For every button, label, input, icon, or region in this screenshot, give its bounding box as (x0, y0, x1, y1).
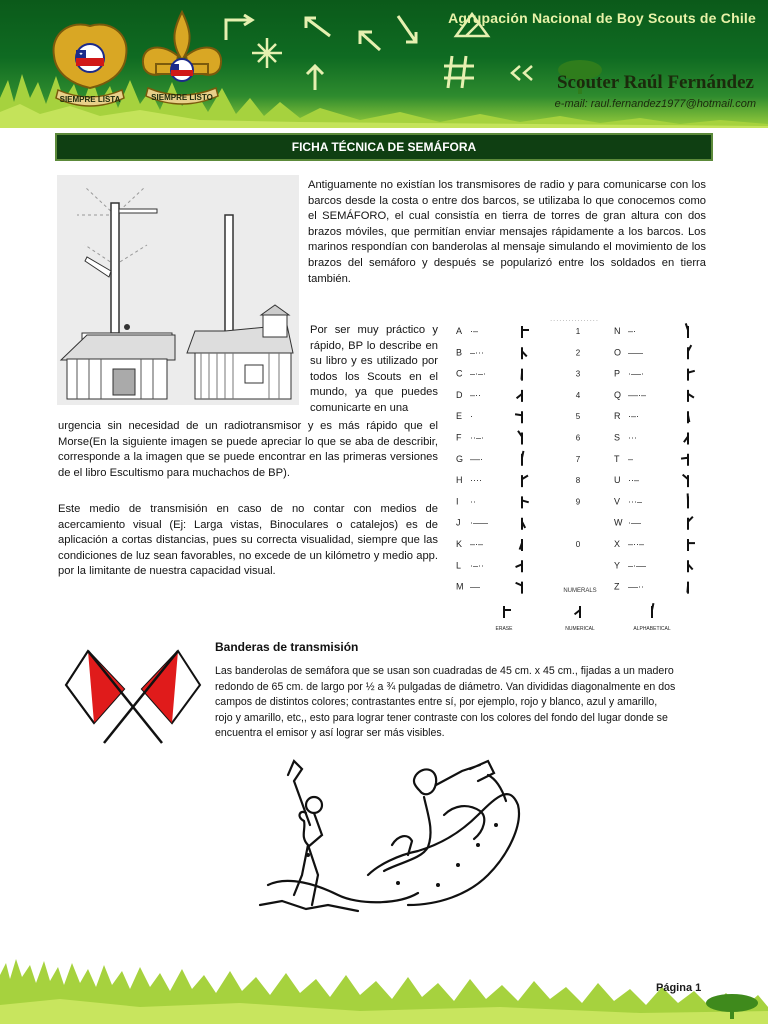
morse-code-d: –·· (470, 389, 481, 400)
scouts-signaling-illustration (248, 755, 528, 915)
semaphore-letter-w: W (614, 517, 623, 528)
semaphore-letter-p: P (614, 368, 621, 379)
morse-code-a: ·– (470, 326, 479, 336)
morse-code-k: –·– (470, 539, 484, 549)
chart-header-dots: · · · · · · · · · · · · · · · · (550, 318, 598, 324)
numeral-6: 6 (575, 433, 581, 443)
semaphore-letter-i: I (456, 496, 459, 507)
page-title: FICHA TÉCNICA DE SEMÁFORA (291, 140, 477, 154)
footer-signal-erase (504, 606, 511, 618)
morse-code-b: –··· (470, 347, 484, 358)
numeral-3: 3 (575, 369, 581, 379)
organization-title: Agrupación Nacional de Boy Scouts de Chile (448, 10, 756, 26)
semaphore-signal-d (517, 390, 522, 402)
motto-girls: SIEMPRE LISTA (59, 95, 121, 104)
semaphore-signal-l (516, 560, 522, 572)
footer-signal-alphabetical (652, 603, 653, 618)
numeral-5: 5 (575, 412, 581, 422)
footer-grass-decoration (0, 955, 768, 1024)
flags-description (215, 664, 715, 742)
semaphore-letter-d: D (456, 389, 463, 400)
author-email: e-mail: raul.fernandez1977@hotmail.com (554, 98, 756, 110)
morse-code-r: ·–· (628, 411, 639, 422)
morse-code-o: ––– (628, 347, 644, 358)
semaphore-signal-x (688, 539, 695, 551)
morse-code-u: ··– (628, 475, 639, 486)
semaphore-letter-q: Q (614, 389, 622, 400)
morse-code-e: · (470, 411, 473, 422)
numeral-0: 0 (575, 540, 581, 549)
intro-paragraph: Antiguamente no existían los transmisores de radio y para comunicarse con los barcos desde la costa o entre dos barcos, se utilizaba lo que conocemos como el SEMÁFORO, el cual consistía en tierra de torres de gran altura con dos brazos móviles, que permitían enviar mensajes rápidamente a los barcos. Los marinos respondían con banderolas al mensaje simulando el movimiento de los brazos del semáforo y después se popularizó entre los soldados en tierra también. (308, 179, 706, 285)
morse-code-y: –·–– (628, 560, 647, 571)
fleur-sign-icon (250, 36, 284, 70)
semaphore-signal-y (688, 560, 693, 572)
morse-code-x: –··– (628, 539, 645, 549)
semaphore-signal-f (518, 431, 522, 445)
morse-code-s: ··· (628, 432, 637, 443)
arrow-up-icon (300, 62, 330, 92)
arrow-diagonal-icon (354, 26, 384, 54)
page-number: Página 1 (656, 982, 702, 994)
double-chevron-left-icon (508, 64, 536, 82)
semaphore-letter-y: Y (614, 560, 621, 571)
semaphore-letter-u: U (614, 475, 621, 486)
semaphore-letter-n: N (614, 326, 621, 336)
semaphore-signal-s (684, 433, 688, 445)
semaphore-signal-b (522, 347, 527, 359)
semaphore-letter-c: C (456, 368, 463, 379)
semaphore-alphabet-chart (452, 318, 707, 636)
arrow-left-icon (300, 12, 334, 40)
semaphore-letter-f: F (456, 432, 462, 443)
footer-label-erase: ERASE (495, 626, 513, 632)
morse-code-q: ––·– (628, 389, 647, 400)
page-title-bar (55, 133, 713, 161)
semaphore-tower-illustration (57, 175, 299, 405)
morse-code-p: ·––· (628, 368, 645, 379)
semaphore-signal-r (688, 411, 689, 423)
semaphore-signal-z (687, 582, 688, 594)
semaphore-signal-m (516, 582, 522, 594)
morse-code-t: – (628, 453, 634, 464)
morse-code-j: ·––– (470, 517, 489, 528)
semaphore-signal-u (683, 475, 688, 487)
semaphore-signal-a (522, 326, 529, 338)
semaphore-signal-j (522, 518, 525, 530)
semaphore-letter-b: B (456, 347, 463, 358)
motto-boys: SIEMPRE LISTO (151, 93, 213, 102)
scout-logo-boys (134, 8, 230, 128)
semaphore-letter-v: V (614, 496, 621, 507)
semaphore-signal-p (688, 369, 695, 381)
semaphore-signal-i (522, 496, 529, 508)
numeral-4: 4 (575, 390, 581, 400)
morse-code-n: –· (628, 326, 637, 336)
footer-label-numerical: NUMERICAL (565, 626, 595, 632)
numeral-8: 8 (575, 476, 581, 486)
semaphore-signal-o (688, 345, 691, 359)
bp-paragraph-end: urgencia sin necesidad de un radiotransmisor y es más rápido que el Morse(En la siguiente imagen se puede apreciar lo que se aba de describir, corresponde a la imagen que se puede encontrar en las primeras versiones de el libro Escultismo para muchachos de BP). (58, 420, 438, 479)
morse-code-f: ··–· (470, 432, 484, 443)
morse-code-w: ·–– (628, 517, 642, 528)
semaphore-signal-n (686, 323, 688, 338)
semaphore-signal-q (688, 390, 694, 402)
semaphore-signal-w (688, 517, 693, 530)
numeral-2: 2 (575, 348, 581, 358)
range-paragraph: Este medio de transmisión en caso de no contar con medios de acercamiento visual (Ej: Larga vistas, Binoculares o catalejos) es de aplicación a cortas distancias, pues su correcta visualidad, siempre que las condiciones de luz sean favorables, no excede de un kilómetro y medio app. por la limitante de nuestra capacidad visual. (58, 503, 438, 578)
hash-sign-icon (442, 52, 478, 92)
semaphore-flags-illustration (64, 645, 204, 745)
morse-code-z: ––·· (628, 581, 645, 592)
page-header (0, 0, 768, 128)
flags-section-title: Banderas de transmisión (215, 640, 359, 654)
numerals-label: NUMERALS (563, 588, 597, 594)
bp-paragraph-start: Por ser muy práctico y rápido, BP lo describe en su libro y es utilizado por todos los Scouts en el mundo, ya que puedes comunicarte en una (310, 324, 438, 414)
semaphore-letter-m: M (456, 581, 464, 592)
semaphore-letter-k: K (456, 539, 463, 549)
semaphore-letter-o: O (614, 347, 622, 358)
morse-code-v: ···– (628, 496, 642, 507)
morse-code-i: ·· (470, 496, 476, 507)
flags-description-line1: Las banderolas de semáfora que se usan son cuadradas de 45 cm. x 45 cm., fijadas a un madero redondo de 65 cm. de largo por ½ a ¾ pulgadas de diámetro. Van divididas diagonalmente en dos campos de distintos colores; contrastantes entre sí, por ejemplo, rojo y blanco, azul y amarillo, (215, 665, 676, 708)
morse-code-c: –·–· (470, 368, 487, 379)
semaphore-letter-j: J (456, 517, 461, 528)
numeral-9: 9 (575, 497, 581, 507)
semaphore-letter-z: Z (614, 581, 620, 592)
morse-code-m: –– (470, 581, 481, 592)
semaphore-signal-h (522, 475, 528, 487)
semaphore-letter-e: E (456, 411, 463, 422)
footer-signal-numerical (575, 606, 580, 618)
semaphore-letter-a: A (456, 326, 463, 336)
numeral-7: 7 (575, 454, 581, 464)
numeral-1: 1 (575, 327, 581, 336)
semaphore-letter-t: T (614, 453, 620, 464)
semaphore-signal-k (520, 539, 522, 551)
semaphore-signal-e (515, 411, 522, 423)
flags-description-line2: rojo y amarillo, etc,, esto para lograr tener contraste con los colores del fondo del lugar donde se encuentra el emisor y así lograr ser más visibles. (215, 711, 668, 739)
semaphore-letter-x: X (614, 539, 621, 549)
morse-code-l: ·–·· (470, 560, 484, 571)
semaphore-letter-h: H (456, 475, 463, 486)
semaphore-signal-g (522, 451, 523, 466)
arrow-down-icon (392, 12, 422, 46)
footer-label-alphabetical: ALPHABETICAL (633, 626, 671, 632)
morse-code-g: ––· (470, 453, 484, 464)
scout-logo-girls (42, 18, 138, 118)
semaphore-letter-r: R (614, 411, 621, 422)
semaphore-signal-t (681, 454, 688, 466)
author-name: Scouter Raúl Fernández (556, 72, 754, 93)
morse-code-h: ···· (470, 475, 482, 486)
semaphore-letter-g: G (456, 453, 464, 464)
semaphore-letter-s: S (614, 432, 621, 443)
semaphore-letter-l: L (456, 560, 462, 571)
